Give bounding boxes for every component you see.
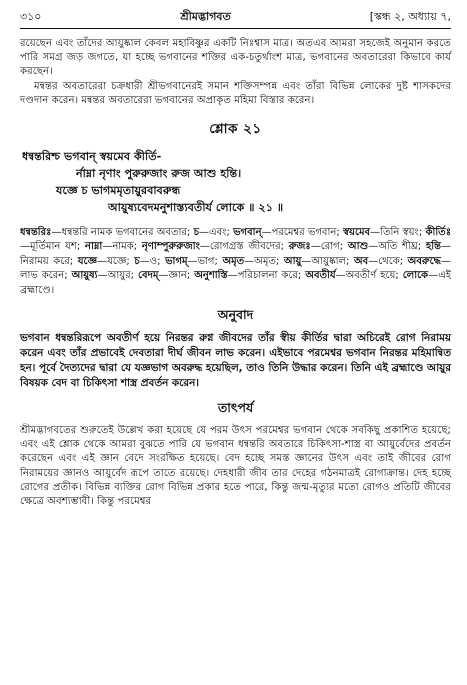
sanskrit-word: কীর্তিঃ: [425, 227, 452, 239]
sanskrit-word: চ: [193, 227, 199, 239]
sanskrit-word: আশু: [347, 241, 369, 253]
sloka-verse: [20, 148, 451, 216]
sanskrit-word: চ: [134, 255, 140, 267]
verse-line: যজ্ঞে চ ভাগমমৃতায়ুরবাবরুন্ধ: [56, 184, 181, 198]
word-gloss: —তিনি স্বয়ং;: [370, 227, 423, 239]
word-gloss: —মূর্তিমান যশ;: [20, 241, 81, 253]
sanskrit-word: আয়ুষ্য: [71, 270, 98, 282]
sanskrit-word: ভগবান্: [233, 227, 262, 239]
verse-line: ধন্বন্তরিশ্চ ভগবান্ স্বয়মেব কীর্তি-: [22, 150, 162, 164]
sanskrit-word: স্বয়মেব: [342, 227, 371, 239]
sanskrit-word: অবতীর্য: [305, 270, 336, 282]
sanskrit-word: নাম্না: [85, 241, 103, 253]
sanskrit-word: রুজঃ: [288, 241, 311, 253]
sanskrit-word: ভাগম্: [165, 255, 188, 267]
word-gloss: —জ্ঞান;: [158, 270, 191, 282]
word-meaning-entry: [194, 270, 301, 281]
sanskrit-word: অনুশাস্তি: [194, 270, 228, 282]
word-gloss: —নিরাময় করে;: [20, 241, 451, 267]
word-meaning-entry: [134, 256, 160, 267]
top-paragraph: মন্বন্তর অবতারেরা চক্রধারী শ্রীভগবানেরই সমান শক্তিসম্পন্ন এবং তাঁরা বিভিন্ন লোকের দুষ্ট শাসকদের দণ্ডদান করেন। মন্বন্তর অবতারেরা ভগবানের অপ্রাকৃত মহিমা বিস্তার করেন।: [20, 80, 451, 106]
word-meaning-entry: [284, 256, 350, 267]
word-gloss: —পরিচালনা করে;: [227, 270, 302, 282]
word-gloss: —লাভ করেন;: [20, 255, 451, 282]
translation-text: ভগবান ধন্বন্তরিরূপে অবতীর্ণ হয়ে নিরন্তর রুগ্ন জীবদের তাঁর স্বীয় কীর্তির দ্বারা অচিরেই রোগ নিরাময় করেন এবং তাঁর প্রভাবেই দেবতারা দীর্ঘ জীবন লাভ করেন। এইভাবে পরমেশ্বর ভগবান নিরন্তর মহিমান্বিত হন। পূর্বে দৈত্যদের দ্বারা যে যজ্ঞভাগ অবরুদ্ধ হয়েছিল, তাও তিনি উদ্ধার করেন। তিনি এই ব্রহ্মাণ্ডে আয়ুর বিষয়ক বেদ বা চিকিৎসা শাস্ত্র প্রবর্তন করেন।: [20, 332, 451, 390]
word-gloss: —নামক;: [102, 241, 138, 253]
word-gloss: —রোগগ্রস্ত জীবদের;: [199, 241, 284, 253]
chapter-reference: [স্কন্ধ ২, অধ্যায় ৭,: [369, 10, 451, 23]
word-gloss: —অবতীর্ণ হয়ে;: [335, 270, 399, 282]
word-gloss: —থেকে;: [368, 255, 404, 267]
sanskrit-word: বেদম্: [137, 270, 159, 282]
verse-line: আয়ুষ্যবেদমনুশাস্ত্যবতীর্য লোকে ॥ ২১ ॥: [108, 201, 284, 215]
word-meaning-entry: [348, 241, 421, 252]
page-header: [20, 10, 451, 29]
translation-heading: অনুবাদ: [217, 307, 254, 323]
word-gloss: —এই ব্রহ্মাণ্ডে।: [20, 270, 451, 296]
word-gloss: —পরমেশ্বর ভগবান;: [261, 227, 340, 239]
word-gloss: —ভাগ;: [187, 255, 218, 267]
word-meaning-entry: [20, 227, 190, 238]
word-meaning-entry: [85, 241, 137, 252]
sanskrit-word: ধন্বন্তরিঃ: [20, 227, 52, 239]
word-meaning-entry: [165, 256, 218, 267]
book-title: শ্রীমদ্ভাগবত: [180, 10, 231, 23]
sanskrit-word: অমৃত: [222, 255, 245, 267]
word-meaning-entry: [305, 270, 399, 281]
word-gloss: —ও;: [139, 255, 161, 267]
sanskrit-word: লোকে: [402, 270, 429, 282]
word-meaning-entry: [72, 270, 134, 281]
word-gloss: —অমৃত;: [244, 255, 280, 267]
word-meaning-entry: [233, 227, 340, 238]
word-gloss: —অতি শীঘ্র;: [368, 241, 422, 253]
word-meaning-entry: [194, 227, 230, 238]
word-meaning-entry: [354, 256, 403, 267]
word-gloss: —আয়ুষ্কাল;: [301, 255, 350, 267]
word-meaning-entry: [222, 256, 279, 267]
purport-text: শ্রীমদ্ভাগবতের শুরুতেই উল্লেখ করা হয়েছে যে পরম উৎস পরমেশ্বর ভগবান থেকে সবকিছু প্রকাশিত হয়েছে; এবং এই শ্লোক থেকে আমরা বুঝতে পারি যে ভগবান ধন্বন্তরি অবতারে চিকিৎসা-শাস্ত্র বা আয়ুর্বেদের প্রবর্তন করেছেন এবং এই জ্ঞান বেদে সংরক্ষিত হয়েছে। বেদ হচ্ছে সমস্ত জ্ঞানের উৎস এবং তাই জীবের রোগ নিরাময়ের জ্ঞানও আয়ুর্বেদ রূপে তাতে রয়েছে। দেহধারী জীব তার দেহের গঠনমাত্রই রোগাক্রান্ত। দেহ হচ্ছে রোগের প্রতীক। বিভিন্ন ব্যক্তির রোগ বিভিন্ন প্রকার হতে পারে, কিন্তু জন্ম-মৃত্যুর মতো রোগও প্রতিটি জীবের ক্ষেত্রে অবশ্যম্ভাবী। কিন্তু পরমেশ্বর: [20, 425, 451, 508]
verse-line: র্নাম্না নৃণাং পুরুরুজাং রুজ আশু হন্তি।: [76, 167, 242, 181]
word-meaning-entry: [343, 227, 422, 238]
word-meaning-entry: [142, 241, 284, 252]
word-gloss: —যজ্ঞে;: [97, 255, 130, 267]
sanskrit-word: নৃণাম্পুরুরুজাং: [141, 241, 200, 253]
sanskrit-word: অবরুদ্ধে: [407, 255, 441, 267]
sanskrit-word: অব: [353, 255, 369, 267]
sanskrit-word: হন্তি: [425, 241, 441, 253]
word-gloss: —ধন্বন্তরি নামক ভগবানের অবতার;: [51, 227, 191, 239]
purport-heading: তাৎপর্য: [217, 400, 254, 416]
sanskrit-word: যজ্ঞে: [77, 255, 98, 267]
page-number: ৩১০: [20, 10, 42, 23]
sloka-heading: শ্লোক ২১: [209, 121, 262, 138]
sanskrit-word: আয়ু: [283, 255, 302, 267]
top-paragraph: রয়েছেন এবং তাঁদের আয়ুষ্কাল কেবল মহাবিষ্ণুর একটি নিঃশ্বাস মাত্র। অতএব আমরা সহজেই অনুমান করতে পারি সমগ্র জড় জগতে, যা হচ্ছে ভগবানের শক্তির এক-চতুর্থাংশ মাত্র, ভগবানের অবতারেরা কিভাবে কার্য করছেন।: [20, 38, 451, 78]
word-meanings: [20, 226, 451, 298]
word-gloss: —আয়ুর;: [97, 270, 134, 282]
word-meaning-entry: [289, 241, 343, 252]
word-gloss: —রোগ;: [310, 241, 344, 253]
word-meaning-entry: [138, 270, 190, 281]
word-meaning-entry: [78, 256, 130, 267]
word-gloss: —এবং;: [198, 227, 230, 239]
